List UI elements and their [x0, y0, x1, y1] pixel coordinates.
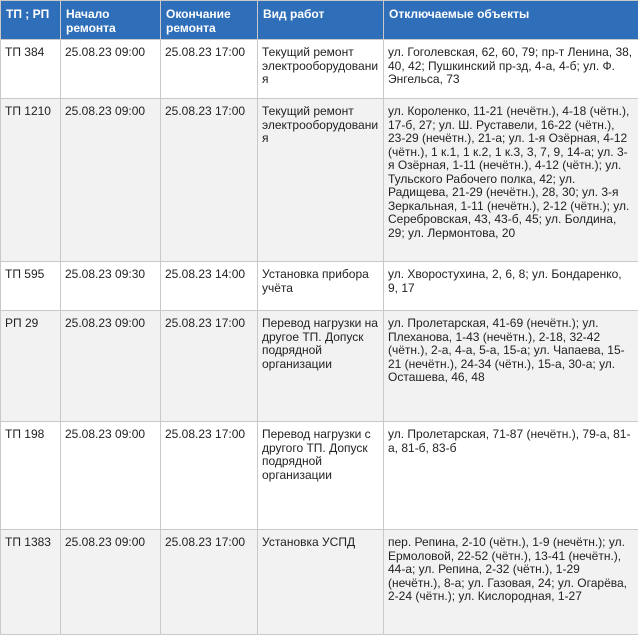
cell-work: Текущий ремонт электрооборудования — [258, 40, 384, 99]
cell-objects: ул. Гоголевская, 62, 60, 79; пр-т Ленина, 38, 40, 42; Пушкинский пр-зд, 4-а, 4-б; ул. Ф. Энгельса, 73 — [384, 40, 638, 99]
cell-start: 25.08.23 09:00 — [61, 530, 161, 635]
header-work: Вид работ — [258, 1, 384, 40]
cell-objects: ул. Хворостухина, 2, 6, 8; ул. Бондаренко, 9, 17 — [384, 262, 638, 311]
cell-start: 25.08.23 09:00 — [61, 422, 161, 530]
cell-work: Текущий ремонт электрооборудования — [258, 99, 384, 262]
cell-tp: РП 29 — [1, 311, 61, 422]
table-row — [1, 422, 638, 530]
table-row — [1, 99, 638, 262]
cell-start: 25.08.23 09:00 — [61, 99, 161, 262]
cell-work: Установка прибора учёта — [258, 262, 384, 311]
table-header-row — [1, 1, 638, 40]
table-row — [1, 40, 638, 99]
cell-end: 25.08.23 17:00 — [161, 530, 258, 635]
cell-objects: пер. Репина, 2-10 (чётн.), 1-9 (нечётн.); ул. Ермоловой, 22-52 (чётн.), 13-41 (нечётн.), 44-а; ул. Репина, 2-32 (чётн.), 1-29 (нечётн.), 8-а; ул. Газовая, 24; ул. Огарёва, 2-24 (чётн.); ул. Кислородная, 1-27 — [384, 530, 638, 635]
cell-objects: ул. Пролетарская, 71-87 (нечётн.), 79-а, 81-а, 81-б, 83-б — [384, 422, 638, 530]
cell-start: 25.08.23 09:00 — [61, 40, 161, 99]
cell-end: 25.08.23 17:00 — [161, 99, 258, 262]
header-tp: ТП ; РП — [1, 1, 61, 40]
header-objects: Отключаемые объекты — [384, 1, 638, 40]
table-row — [1, 311, 638, 422]
cell-tp: ТП 595 — [1, 262, 61, 311]
cell-tp: ТП 198 — [1, 422, 61, 530]
cell-work: Перевод нагрузки с другого ТП. Допуск подрядной организации — [258, 422, 384, 530]
header-end: Окончание ремонта — [161, 1, 258, 40]
cell-tp: ТП 384 — [1, 40, 61, 99]
table-row — [1, 262, 638, 311]
cell-end: 25.08.23 14:00 — [161, 262, 258, 311]
cell-start: 25.08.23 09:00 — [61, 311, 161, 422]
table-row — [1, 530, 638, 635]
cell-work: Перевод нагрузки на другое ТП. Допуск подрядной организации — [258, 311, 384, 422]
cell-tp: ТП 1383 — [1, 530, 61, 635]
cell-tp: ТП 1210 — [1, 99, 61, 262]
cell-objects: ул. Короленко, 11-21 (нечётн.), 4-18 (чётн.), 17-б, 27; ул. Ш. Руставели, 16-22 (чётн.), 23-29 (нечётн.), 21-а; ул. 1-я Озёрная, 4-12 (чётн.), 1 к.1, 1 к.2, 1 к.3, 3, 7, 9, 14-а; ул. 3-я Озёрная, 1-11 (нечётн.), 4-12 (чётн.); ул. Тульского Рабочего полка, 42; ул. Радищева, 21-29 (нечётн.), 28, 30; ул. 3-я Зеркальная, 1-11 (нечётн.), 2-12 (чётн.); ул. Серебровская, 43, 43-б, 45; ул. Болдина, 29; ул. Лермонтова, 20 — [384, 99, 638, 262]
cell-objects: ул. Пролетарская, 41-69 (нечётн.); ул. Плеханова, 1-43 (нечётн.), 2-18, 32-42 (чётн.), 2-а, 4-а, 5-а, 15-а; ул. Чапаева, 15-21 (нечётн.), 24-34 (чётн.), 15-а, 30-а; ул. Осташева, 46, 48 — [384, 311, 638, 422]
cell-end: 25.08.23 17:00 — [161, 311, 258, 422]
cell-end: 25.08.23 17:00 — [161, 422, 258, 530]
cell-start: 25.08.23 09:30 — [61, 262, 161, 311]
cell-end: 25.08.23 17:00 — [161, 40, 258, 99]
cell-work: Установка УСПД — [258, 530, 384, 635]
header-start: Начало ремонта — [61, 1, 161, 40]
